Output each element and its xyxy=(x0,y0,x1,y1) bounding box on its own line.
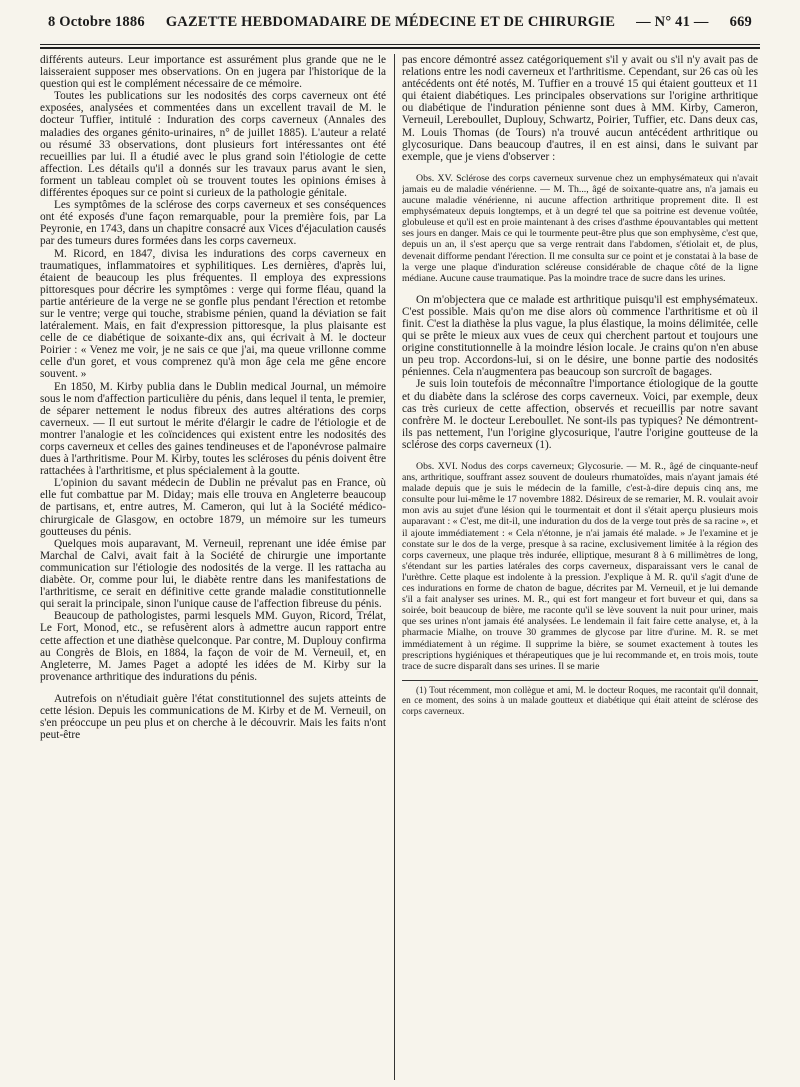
paragraph: pas encore démontré assez catégoriquement s'il y avait ou s'il n'y avait pas de relations entre les nodi caverneux et l'arthritisme. Cependant, sur 26 cas où les antécédents ont été notés, M. Tuffier en a trouvé 15 qui étaient goutteux et 11 qui étaient diabétiques. Les principales observations sur l'origine arthritique ou diabétique de l'induration pénienne sont dues à MM. Kirby, Cameron, Verneuil, Lereboullet, Duplouy, Schwartz, Poirier, Tuffier, etc. Dans deux cas, M. Louis Thomas (de Tours) n'a trouvé aucun antécédent arthritique ou glycosurique. Dans beaucoup d'autres, il en est ainsi, dans le suivant par exemple, que je viens d'observer : xyxy=(402,54,758,163)
paragraph: On m'objectera que ce malade est arthritique puisqu'il est emphysémateux. C'est possible. Mais qu'on me dise alors où commence l'arthritisme et où il finit. C'est la diathèse la plus vague, la plus élastique, la moins délimitée, celle qui se prête le mieux aux vues de ceux qui cherchent partout et toujours une origine constitutionnelle à la moindre lésion locale. Je crains qu'on n'en abuse un peu trop. Accordons-lui, si on le désire, une bonne partie des nodosités péniennes. Cela n'augmentera pas beaucoup son surcroît de bagages. xyxy=(402,293,758,379)
header-date: 8 Octobre 1886 xyxy=(48,14,145,30)
column-divider xyxy=(394,54,395,1080)
journal-title: GAZETTE HEBDOMADAIRE DE MÉDECINE ET DE CHIRURGIE xyxy=(165,14,616,30)
observation-xvi: Obs. XVI. Nodus des corps caverneux; Glycosurie. — M. R., âgé de cinquante-neuf ans, arthritique, souffrant assez souvent de douleurs rhumatoïdes, mais n'ayant jamais été malade depuis que je suis le médecin de la famille, c'est-à-dire depuis cinq ans, me consulte pour lui-même le 17 novembre 1882. Désireux de se remarier, M. R. voulait avoir mon avis au sujet d'une lésion qui le tourmentait et dont il s'était aperçu plusieurs mois auparavant : « C'est, me dit-il, une induration du dos de la verge tout près de sa racine », et il ajoute immédiatement : « Cela n'étonne, je n'ai jamais été malade. » Je l'examine et je constate sur le dos de la verge, presque à sa racine, exclusivement limitée à la région des corps caverneux, une plaque très indurée, elliptique, mesurant 8 à 6 millimètres de long, s'étendant sur les parties latérales des corps caverneux, disparaissant vers le canal de l'urèthre. Cette plaque est indolente à la pression. J'explique à M. R. qu'il s'agit d'une de ces indurations en forme de chaton de bague, décrites par M. Verneuil, et je lui demande s'il a fait analyser ses urines. M. R., qui est fort mangeur et fort buveur et qui, dans sa soirée, boit beaucoup de bière, me raconte qu'il se lève souvent la nuit pour uriner, mais que ses urines n'ont jamais été analysées. Le lendemain il fait faire cette analyse, et, à la pharmacie Mialhe, on trouve 30 grammes de glycose par litre d'urine. M. R. se met immédiatement à un régime. Il supprime la bière, se soumet exactement à toutes les prescriptions hygiéniques et thérapeutiques que je lui recommande et, en trois mois, toute trace de sucre disparaît dans ses urines. Il se marie xyxy=(402,461,758,672)
page-header xyxy=(48,14,752,38)
paragraph: En 1850, M. Kirby publia dans le Dublin medical Journal, un mémoire sous le nom d'affection particulière du pénis, dans lequel il tenta, le premier, de séparer nettement le nodus fibreux des autres altérations des corps caverneux. — Il eut surtout le mérite d'élargir le cadre de l'étiologie et de montrer l'analogie et les coïncidences qui existent entre les nodosités des corps caverneux et celles des gaines tendineuses et de l'aponévrose palmaire dues à l'arthritisme. Pour M. Kirby, toutes les scléroses du pénis doivent être rattachées à l'arthritisme, et plus spécialement à la goutte. xyxy=(40,380,386,478)
footnote: (1) Tout récemment, mon collègue et ami, M. le docteur Roques, me racontait qu'il donnait, en ce moment, des soins à un malade goutteux et diabétique qui était atteint de sclérose des corps caverneux. xyxy=(402,684,758,716)
observation-xv: Obs. XV. Sclérose des corps caverneux survenue chez un emphysémateux qui n'avait jamais eu de maladie vénérienne. — M. Th..., âgé de soixante-quatre ans, n'a jamais eu aucune maladie vénérienne, ni aucune affection arthritique proprement dite. Il est emphysémateux depuis longtemps, et à un degré tel que sa poitrine est devenue voûtée, globuleuse et qu'il est en proie maintenant à des crises d'asthme épouvantables qui mettent ses jours en danger. Mais ce qui le tourmente peut-être plus que son emphysème, c'est que, depuis un an, il s'est aperçu que sa verge rentrait dans l'abdomen, s'étiolait et, de plus, devenait difforme pendant l'érection. Il me consulta sur ce point et je constatai à la base de la verge une plaque d'induration scléreuse considérable de chaque côté de la ligne médiane. Aucune cause traumatique. Pas la moindre trace de sucre dans les urines. xyxy=(402,172,758,284)
paragraph: Quelques mois auparavant, M. Verneuil, reprenant une idée émise par Marchal de Calvi, avait fait à la Société de chirurgie une importante communication sur l'étiologie des nodosités de la verge. Il les rattacha au diabète. Or, comme pour lui, le diabète rentre dans les manifestations de l'arthritisme, ce serait en définitive cette grande maladie constitutionnelle qui serait la principale, sinon l'unique cause de l'affection fibreuse du pénis. xyxy=(40,537,386,611)
paragraph: Les symptômes de la sclérose des corps caverneux et ses conséquences ont été exposés d'une façon remarquable, pour la première fois, par La Peyronie, en 1743, dans un chapitre consacré aux Vices d'éjaculation causés par des tumeurs dures formées dans les corps caverneux. xyxy=(40,199,386,248)
paragraph: Toutes les publications sur les nodosités des corps caverneux ont été exposées, analysées et commentées dans un excellent travail de M. le docteur Tuffier, intitulé : Induration des corps caverneux (Annales des maladies des organes génito-urinaires, n° de juillet 1885). L'auteur a relaté ou résumé 33 observations, dont plusieurs fort intéressantes ont été recueillies par lui. Il a étudié avec le plus grand soin l'étiologie de cette affection. Les détails qu'il a donnés sur les travaux parus avant le sien, forment un tableau complet où se trouvent toutes les opinions émises à différentes époques sur ce point si curieux de la pathologie génitale. xyxy=(40,90,386,200)
paragraph: M. Ricord, en 1847, divisa les indurations des corps caverneux en traumatiques, inflammatoires et syphilitiques. Les dernières, d'après lui, étaient de beaucoup les plus fréquentes. Il employa des expressions pittoresques pour décrire les symptômes : verge qui forme fléau, quand la partie antérieure de la verge ne se gonfle plus pendant l'érection et retombe sur le ventre; verge qui touche, strabisme pénien, quand la déviation se fait latéralement. Mais, en fait d'expression pittoresque, la plus plaisante est celle de ce diabétique de soixante-dix ans, qui écrivait à M. le docteur Poirier : « Venez me voir, je ne sais ce que j'ai, ma queue vrillonne comme celle d'un goret, et vous comprenez qu'à mon âge cela me gêne encore souvent. » xyxy=(40,247,386,381)
paragraph: Je suis loin toutefois de méconnaître l'importance étiologique de la goutte et du diabète dans la sclérose des corps caverneux. Voici, par exemple, deux cas très curieux de cette affection, observés et recueillis par notre savant confrère M. le docteur Lereboullet. Ne sont-ils pas typiques? Ne démontrent-ils pas nettement, l'un l'origine glycosurique, l'autre l'origine goutteuse de la sclérose des corps caverneux (1). xyxy=(402,378,758,451)
issue-number: — N° 41 — xyxy=(636,14,709,30)
footnote-separator xyxy=(402,680,758,681)
page-number: 669 xyxy=(729,14,752,30)
header-rule-thick xyxy=(40,47,760,49)
header-rule-thin xyxy=(40,44,760,45)
left-column xyxy=(40,54,386,1082)
paragraph: L'opinion du savant médecin de Dublin ne prévalut pas en France, où elle fut combattue par M. Diday; mais elle trouva en Angleterre beaucoup de partisans, et, entre autres, M. Cameron, qui lut à la Société médico-chirurgicale de Glasgow, en octobre 1879, un mémoire sur les tumeurs goutteuses du pénis. xyxy=(40,477,386,538)
paragraph: Beaucoup de pathologistes, parmi lesquels MM. Guyon, Ricord, Trélat, Le Fort, Monod, etc., se refusèrent alors à admettre aucun rapport entre cette affection et une diathèse quelconque. Par contre, M. Duplouy confirma au Congrès de Blois, en 1884, la façon de voir de M. Verneuil, et, en Angleterre, M. James Paget a adopté les idées de M. Kirby sur la provenance arthritique des indurations du pénis. xyxy=(40,610,386,683)
right-column xyxy=(402,54,758,1082)
paragraph: Autrefois on n'étudiait guère l'état constitutionnel des sujets atteints de cette lésion. Depuis les communications de M. Kirby et de M. Verneuil, on s'en préoccupe un peu plus et on cherche à le découvrir. Mais les faits n'ont peut-être xyxy=(40,692,386,742)
paragraph: différents auteurs. Leur importance est assurément plus grande que ne le laisseraient supposer mes observations. On en jugera par l'historique de la question qui est le complément nécessaire de ce mémoire. xyxy=(40,54,386,91)
